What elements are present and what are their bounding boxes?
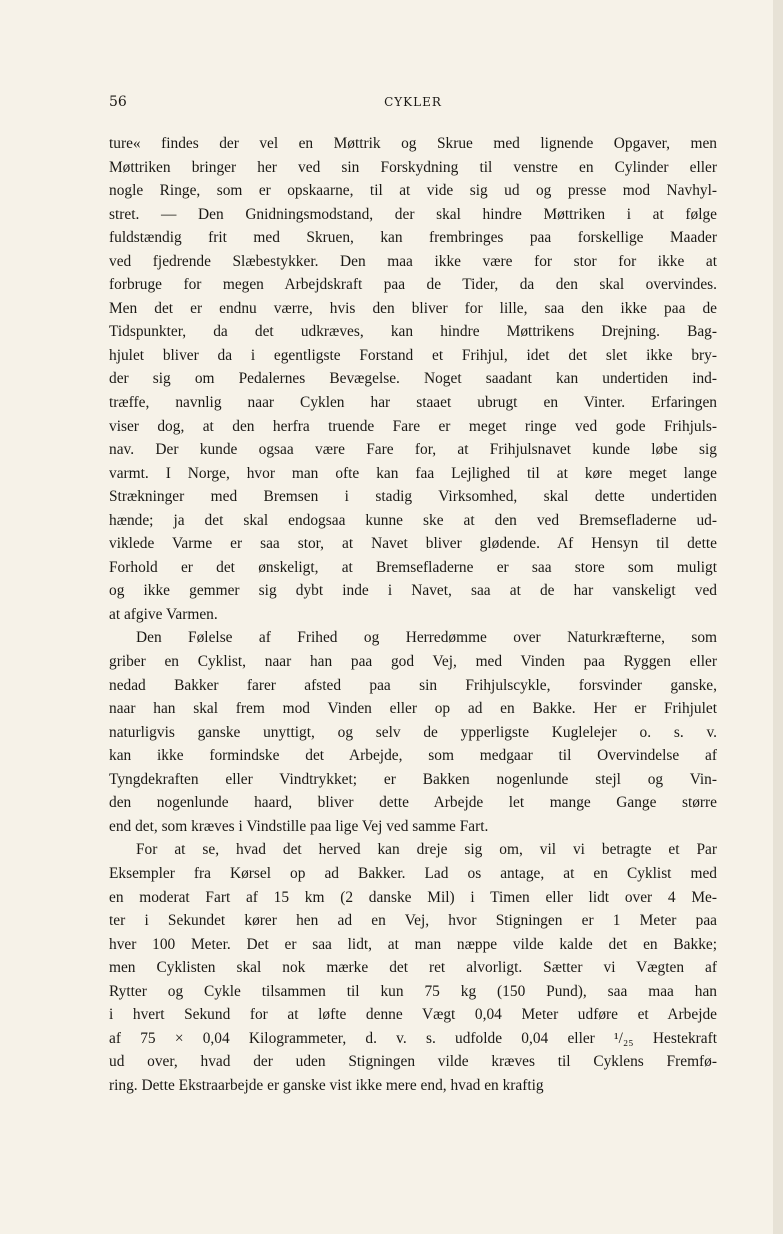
text-line: ved fjedrende Slæbestykker. Den maa ikke være for stor for ikke at [109,252,717,270]
text-line: nedad Bakker farer afsted paa sin Frihjulscykle, forsvinder ganske, [109,676,717,694]
text-line: kan ikke formindske det Arbejde, som medgaar til Overvindelse af [109,747,717,765]
text-line: at afgive Varmen. [109,605,218,623]
running-head: CYKLER [384,95,442,109]
text-line: hver 100 Meter. Det er saa lidt, at man næppe vilde kalde det en Bakke; [109,935,717,953]
text-line: naturligvis ganske unyttigt, og selv de ypperligste Kuglelejer o. s. v. [109,723,717,741]
text-line: nav. Der kunde ogsaa være Fare for, at Frihjulsnavet kunde løbe sig [109,441,717,459]
text-line: griber en Cyklist, naar han paa god Vej, med Vinden paa Ryggen eller [109,653,717,671]
text-line: Tyngdekraften eller Vindtrykket; er Bakken nogenlunde stejl og Vin- [109,770,717,788]
text-line: af 75 × 0,04 Kilogrammeter, d. v. s. udfolde 0,04 eller ¹/₂₅ Hestekraft [109,1029,717,1047]
paragraph [109,132,717,626]
body-text [109,132,717,1097]
text-line: træffe, navnlig naar Cyklen har staaet ubrugt en Vinter. Erfaringen [109,394,717,412]
text-line: Forhold er det ønskeligt, at Bremsefladerne er saa store som muligt [109,558,717,576]
text-line: Tidspunkter, da det udkræves, kan hindre Møttrikens Drejning. Bag- [109,323,717,341]
text-line: end det, som kræves i Vindstille paa lige Vej ved samme Fart. [109,817,489,835]
text-line: stret. — Den Gnidningsmodstand, der skal hindre Møttriken i at følge [109,205,717,223]
text-line: Strækninger med Bremsen i stadig Virksomhed, skal dette undertiden [109,488,717,506]
text-line: viklede Varme er saa stor, at Navet bliver glødende. Af Hensyn til dette [109,535,717,553]
text-line: der sig om Pedalernes Bevægelse. Noget saadant kan undertiden ind- [109,370,717,388]
text-line: hjulet bliver da i egentligste Forstand et Frihjul, idet det slet ikke bry- [109,346,717,364]
text-line: nogle Ringe, som er opskaarne, til at vide sig ud og presse mod Navhyl- [109,182,717,200]
text-line: fuldstændig frit med Skruen, kan frembringes paa forskellige Maader [109,229,717,247]
text-line: hænde; ja det skal endogsaa kunne ske at den ved Bremsefladerne ud- [109,511,717,529]
paragraph [109,838,717,1097]
page-edge [773,0,783,1234]
text-line: ring. Dette Ekstraarbejde er ganske vist ikke mere end, hvad en kraftig [109,1076,544,1094]
page-number: 56 [109,94,127,110]
paragraph [109,626,717,838]
text-line: Den Følelse af Frihed og Herredømme over Naturkræfterne, som [136,629,717,647]
text-line: og ikke gemmer sig dybt inde i Navet, saa at de har vanskeligt ved [109,582,717,600]
text-line: Men det er endnu værre, hvis den bliver for lille, saa den ikke paa de [109,299,717,317]
page-header [109,94,717,112]
text-line: ter i Sekundet kører hen ad en Vej, hvor Stigningen er 1 Meter paa [109,912,717,930]
text-line: ture« findes der vel en Møttrik og Skrue med lignende Opgaver, men [109,135,717,152]
text-line: forbruge for megen Arbejdskraft paa de Tider, da den skal overvindes. [109,276,717,294]
text-line: Rytter og Cykle tilsammen til kun 75 kg (150 Pund), saa maa han [109,982,717,1000]
text-line: ud over, hvad der uden Stigningen vilde kræves til Cyklens Fremfø- [109,1053,717,1071]
text-line: viser dog, at den herfra truende Fare er meget ringe ved gode Frihjuls- [109,417,717,435]
text-line: en moderat Fart af 15 km (2 danske Mil) i Timen eller lidt over 4 Me- [109,888,717,906]
text-line: i hvert Sekund for at løfte denne Vægt 0,04 Meter udføre et Arbejde [109,1006,717,1024]
text-line: Møttriken bringer her ved sin Forskydning til venstre en Cylinder eller [109,158,717,176]
text-line: varmt. I Norge, hvor man ofte kan faa Lejlighed til at køre meget lange [109,464,717,482]
text-line: naar han skal frem mod Vinden eller op ad en Bakke. Her er Frihjulet [109,700,717,718]
text-line: Eksempler fra Kørsel op ad Bakker. Lad os antage, at en Cyklist med [109,864,717,882]
text-line: men Cyklisten skal nok mærke det ret alvorligt. Sætter vi Vægten af [109,959,717,977]
text-line: den nogenlunde haard, bliver dette Arbejde let mange Gange større [109,794,717,812]
text-line: For at se, hvad det herved kan dreje sig om, vil vi betragte et Par [136,841,717,859]
